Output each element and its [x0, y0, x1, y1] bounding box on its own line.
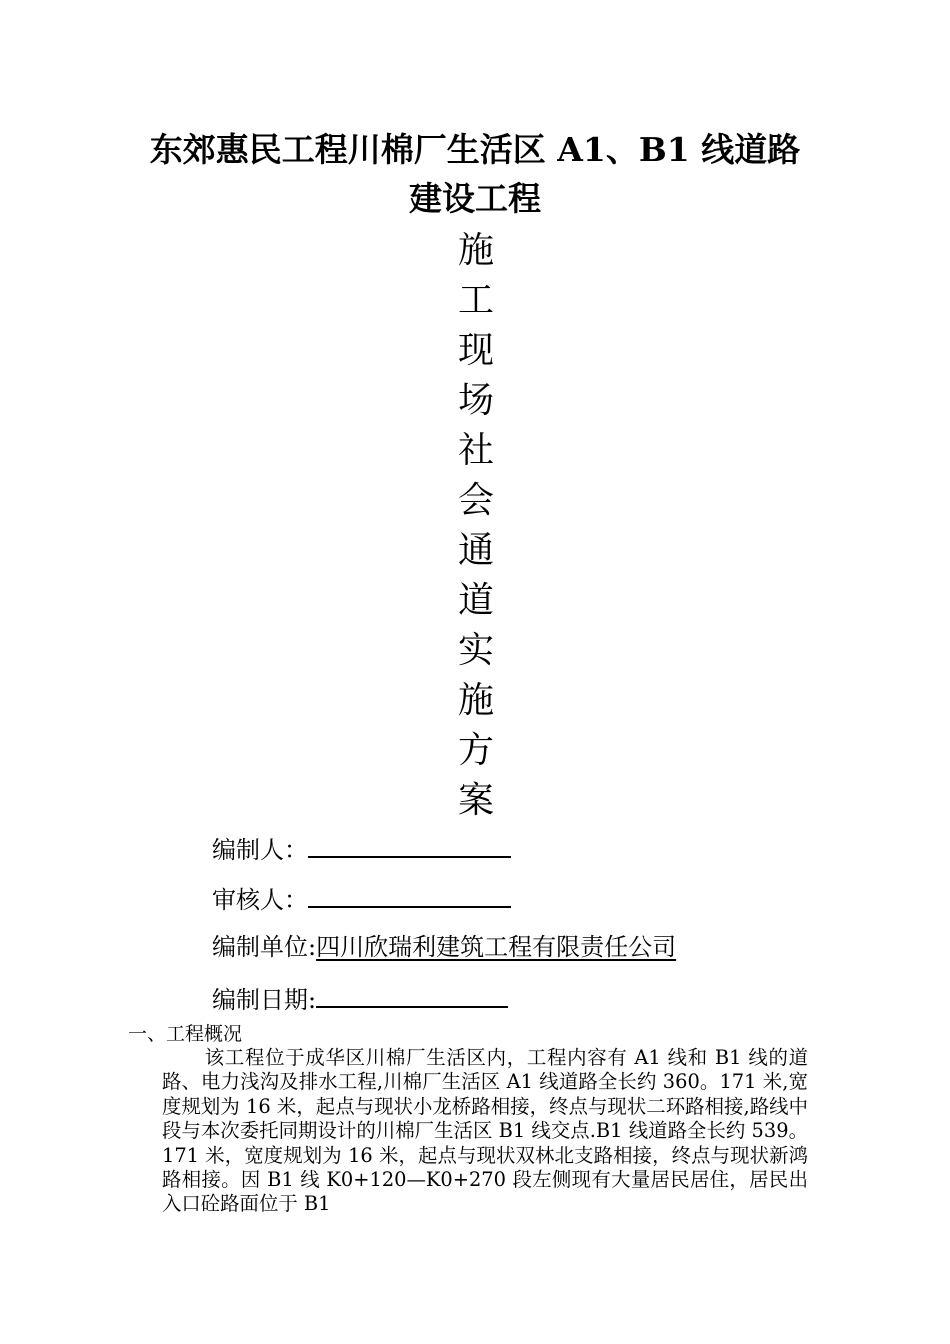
vertical-title-char: 道 — [457, 580, 494, 621]
date-label: 编制日期: — [212, 986, 317, 1014]
vertical-title-char: 社 — [457, 430, 494, 471]
date-field — [212, 980, 508, 1017]
compiler-blank-line — [308, 830, 511, 858]
compiler-label: 编制人： — [212, 836, 308, 864]
vertical-title-char: 施 — [457, 230, 494, 271]
section-paragraph — [162, 1046, 808, 1217]
vertical-title-char: 会 — [457, 480, 494, 521]
date-blank-line — [316, 980, 508, 1008]
document-title-line-1: 东郊惠民工程川棉厂生活区 A1、B1 线道路 — [149, 130, 801, 169]
section-heading: 一、工程概况 — [128, 1023, 243, 1045]
vertical-title-char: 施 — [457, 680, 494, 721]
vertical-title-char: 场 — [457, 380, 494, 421]
reviewer-label: 审核人： — [212, 886, 308, 914]
document-title-line-2: 建设工程 — [409, 179, 541, 218]
reviewer-blank-line — [308, 880, 511, 908]
reviewer-field — [212, 880, 511, 917]
vertical-title-char: 现 — [457, 330, 494, 371]
unit-label: 编制单位: — [212, 933, 317, 961]
unit-value: 四川欣瑞利建筑工程有限责任公司 — [316, 933, 677, 961]
compiler-field — [212, 830, 511, 867]
unit-field — [212, 930, 676, 964]
paragraph-text: 该工程位于成华区川棉厂生活区内，工程内容有 A1 线和 B1 线的道路、电力浅沟及排水工程,川棉厂生活区 A1 线道路全长约 360。171 米,宽度规划为 16 米，起点与现状小龙桥路相接，终点与现状二环路相接,路线中段与本次委托同期设计的川棉厂生活区 B1 线交点.B1 线道路全长约 539。171 米，宽度规划为 16 米，起点与现状双林北支路相接，终点与现状新鸿路相接。因 B1 线 K0+120—K0+270 段左侧现有大量居民居住，居民出入口砼路面位于 B1 — [162, 1046, 808, 1216]
vertical-title — [455, 226, 497, 826]
vertical-title-char: 方 — [457, 730, 494, 771]
vertical-title-char: 工 — [457, 280, 494, 321]
vertical-title-char: 实 — [457, 630, 494, 671]
vertical-title-char: 案 — [457, 780, 494, 821]
vertical-title-char: 通 — [457, 530, 494, 571]
